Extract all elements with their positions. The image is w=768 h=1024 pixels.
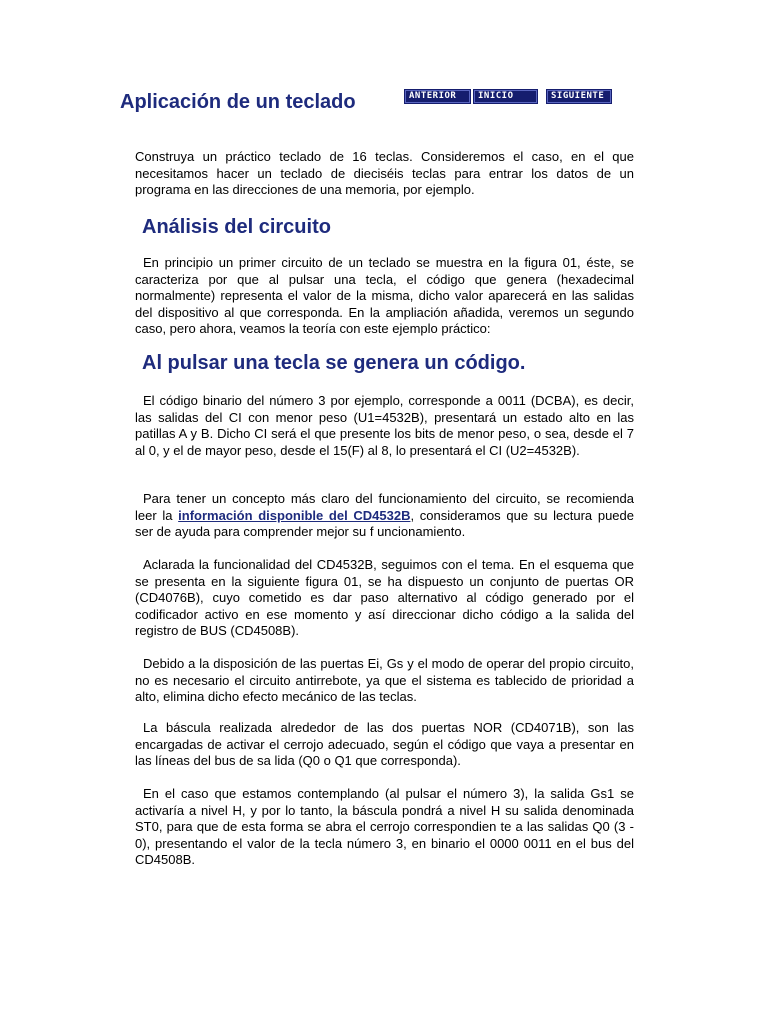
code-paragraph-4: Debido a la disposición de las puertas Ei, Gs y el modo de operar del propio circuito, no es necesario el circuito antirrebote, ya que el sistema es tablecido de prioridad a alto, elimina dicho efecto mecánico de las teclas. (135, 656, 634, 704)
cd4532b-info-link[interactable]: información disponible del CD4532B (178, 507, 411, 523)
code-paragraph-2-text-before: Para tener un concepto más claro del funcionamiento del circuito, se recomienda leer la (135, 491, 634, 523)
page-title: Aplicación de un teclado (120, 91, 356, 113)
section-heading-analysis: Análisis del circuito (142, 216, 331, 238)
code-paragraph-2 (135, 491, 634, 541)
code-paragraph-1: El código binario del número 3 por ejemplo, corresponde a 0011 (DCBA), es decir, las salidas del CI con menor peso (U1=4532B), presentará un estado alto en las patillas A y B. Dicho CI será el que presente los bits de menor peso, o sea, desde el 7 al 0, y el de mayor peso, desde el 15(F) al 8, lo presentará el CI (U2=4532B). (135, 393, 634, 458)
next-button[interactable]: SIGUIENTE (546, 89, 612, 104)
intro-paragraph: Construya un práctico teclado de 16 teclas. Consideremos el caso, en el que necesitamos hacer un teclado de dieciséis teclas para entrar los datos de un programa en las direcciones de una memoria, por ejemplo. (135, 149, 634, 197)
code-paragraph-2-text-after: , consideramos que su lectura puede ser de ayuda para comprender mejor su f uncionamiento. (135, 507, 634, 539)
section-heading-code: Al pulsar una tecla se genera un código. (142, 352, 526, 374)
home-button[interactable]: INICIO (473, 89, 538, 104)
code-paragraph-5: La báscula realizada alrededor de las dos puertas NOR (CD4071B), son las encargadas de activar el cerrojo adecuado, según el código que vaya a presentar en las líneas del bus de sa lida (Q0 o Q1 que corresponda). (135, 720, 634, 768)
previous-button[interactable]: ANTERIOR (404, 89, 471, 104)
navigation-bar (404, 89, 612, 104)
code-paragraph-3: Aclarada la funcionalidad del CD4532B, seguimos con el tema. En el esquema que se presenta en la siguiente figura 01, se ha dispuesto un conjunto de puertas OR (CD4076B), cuyo cometido es dar paso alternativo al código generado por el codificador activo en ese momento y así direccionar dicho código a la salida del registro de BUS (CD4508B). (135, 557, 634, 638)
code-paragraph-6: En el caso que estamos contemplando (al pulsar el número 3), la salida Gs1 se activaría a nivel H, y por lo tanto, la báscula pondrá a nivel H su salida denominada ST0, para que de esta forma se abra el cerrojo correspondien te a las salidas Q0 (3 - 0), presentando el valor de la tecla número 3, en binario el 0000 0011 en el bus del CD4508B. (135, 786, 634, 867)
analysis-paragraph: En principio un primer circuito de un teclado se muestra en la figura 01, éste, se caracteriza por que al pulsar una tecla, el código que genera (hexadecimal normalmente) representa el valor de la misma, dicho valor aparecerá en las salidas del dispositivo al que corresponda. En la ampliación añadida, veremos un segundo caso, pero ahora, veamos la teoría con este ejemplo práctico: (135, 255, 634, 336)
